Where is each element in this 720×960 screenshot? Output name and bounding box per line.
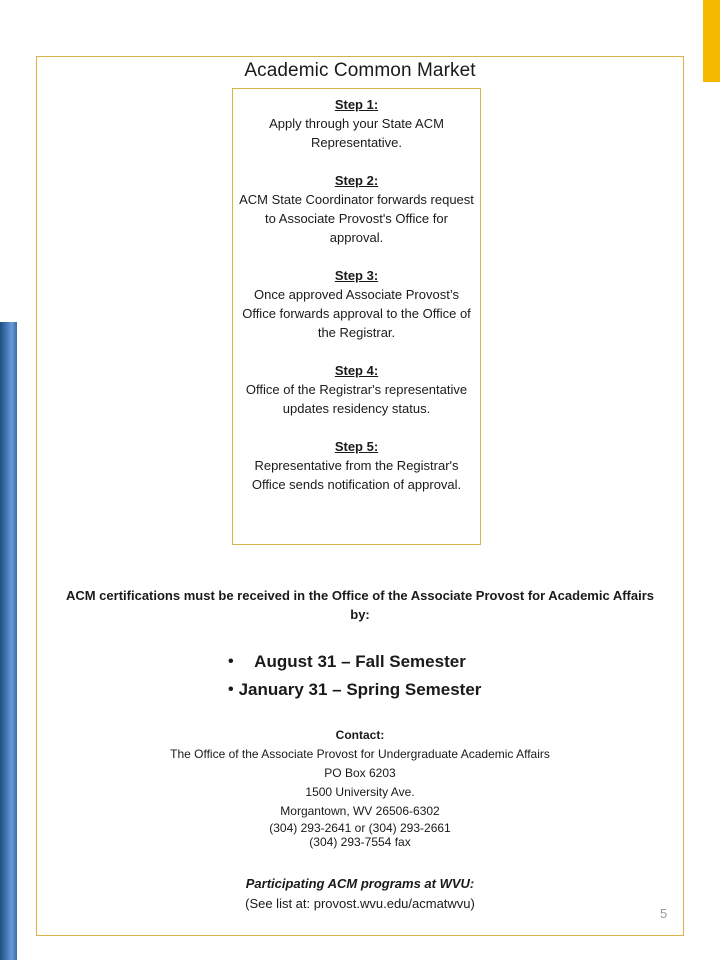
step-1 <box>239 95 474 152</box>
step-1-text: Apply through your State ACM Representative. <box>269 116 444 150</box>
contact-city: Morgantown, WV 26506-6302 <box>280 804 440 818</box>
step-4-label: Step 4: <box>334 363 379 378</box>
step-3-text: Once approved Associate Provost’s Office forwards approval to the Office of the Registrar. <box>242 287 471 340</box>
programs-block <box>40 874 680 914</box>
bullet-icon: • <box>228 681 234 698</box>
contact-heading: Contact: <box>335 728 385 742</box>
contact-phones: (304) 293-2641 or (304) 293-2661 <box>269 821 451 835</box>
step-5 <box>239 437 474 494</box>
step-2 <box>239 171 474 247</box>
step-3 <box>239 266 474 342</box>
step-5-text: Representative from the Registrar's Office sends notification of approval. <box>251 458 462 492</box>
step-1-label: Step 1: <box>334 97 379 112</box>
step-3-label: Step 3: <box>334 268 379 283</box>
page-title: Academic Common Market <box>244 60 476 81</box>
step-4-text: Office of the Registrar's representative updates residency status. <box>245 382 468 416</box>
deadline-item <box>40 676 680 704</box>
gold-corner-tab <box>703 0 720 82</box>
step-2-label: Step 2: <box>334 173 379 188</box>
deadline-spring: January 31 – Spring Semester <box>238 680 482 699</box>
deadline-item <box>40 648 680 676</box>
contact-street: 1500 University Ave. <box>305 785 415 799</box>
programs-heading: Participating ACM programs at WVU: <box>245 876 475 891</box>
deadline-fall: August 31 – Fall Semester <box>254 652 466 671</box>
programs-note: (See list at: provost.wvu.edu/acmatwvu) <box>245 896 475 911</box>
page-number: 5 <box>660 906 668 921</box>
step-5-label: Step 5: <box>334 439 379 454</box>
contact-fax: (304) 293-7554 fax <box>309 835 411 849</box>
contact-po-box: PO Box 6203 <box>324 766 396 780</box>
contact-block <box>40 726 680 849</box>
step-4 <box>239 361 474 418</box>
bullet-icon: • <box>228 653 234 670</box>
step-2-text: ACM State Coordinator forwards request to Associate Provost's Office for approval. <box>239 192 474 245</box>
deadline-intro: ACM certifications must be received in the Office of the Associate Provost for Academic Affairs by: <box>65 588 655 622</box>
steps-box <box>232 88 481 545</box>
deadline-list <box>40 648 680 704</box>
contact-office: The Office of the Associate Provost for Undergraduate Academic Affairs <box>170 747 550 761</box>
blue-side-bar <box>0 322 17 960</box>
